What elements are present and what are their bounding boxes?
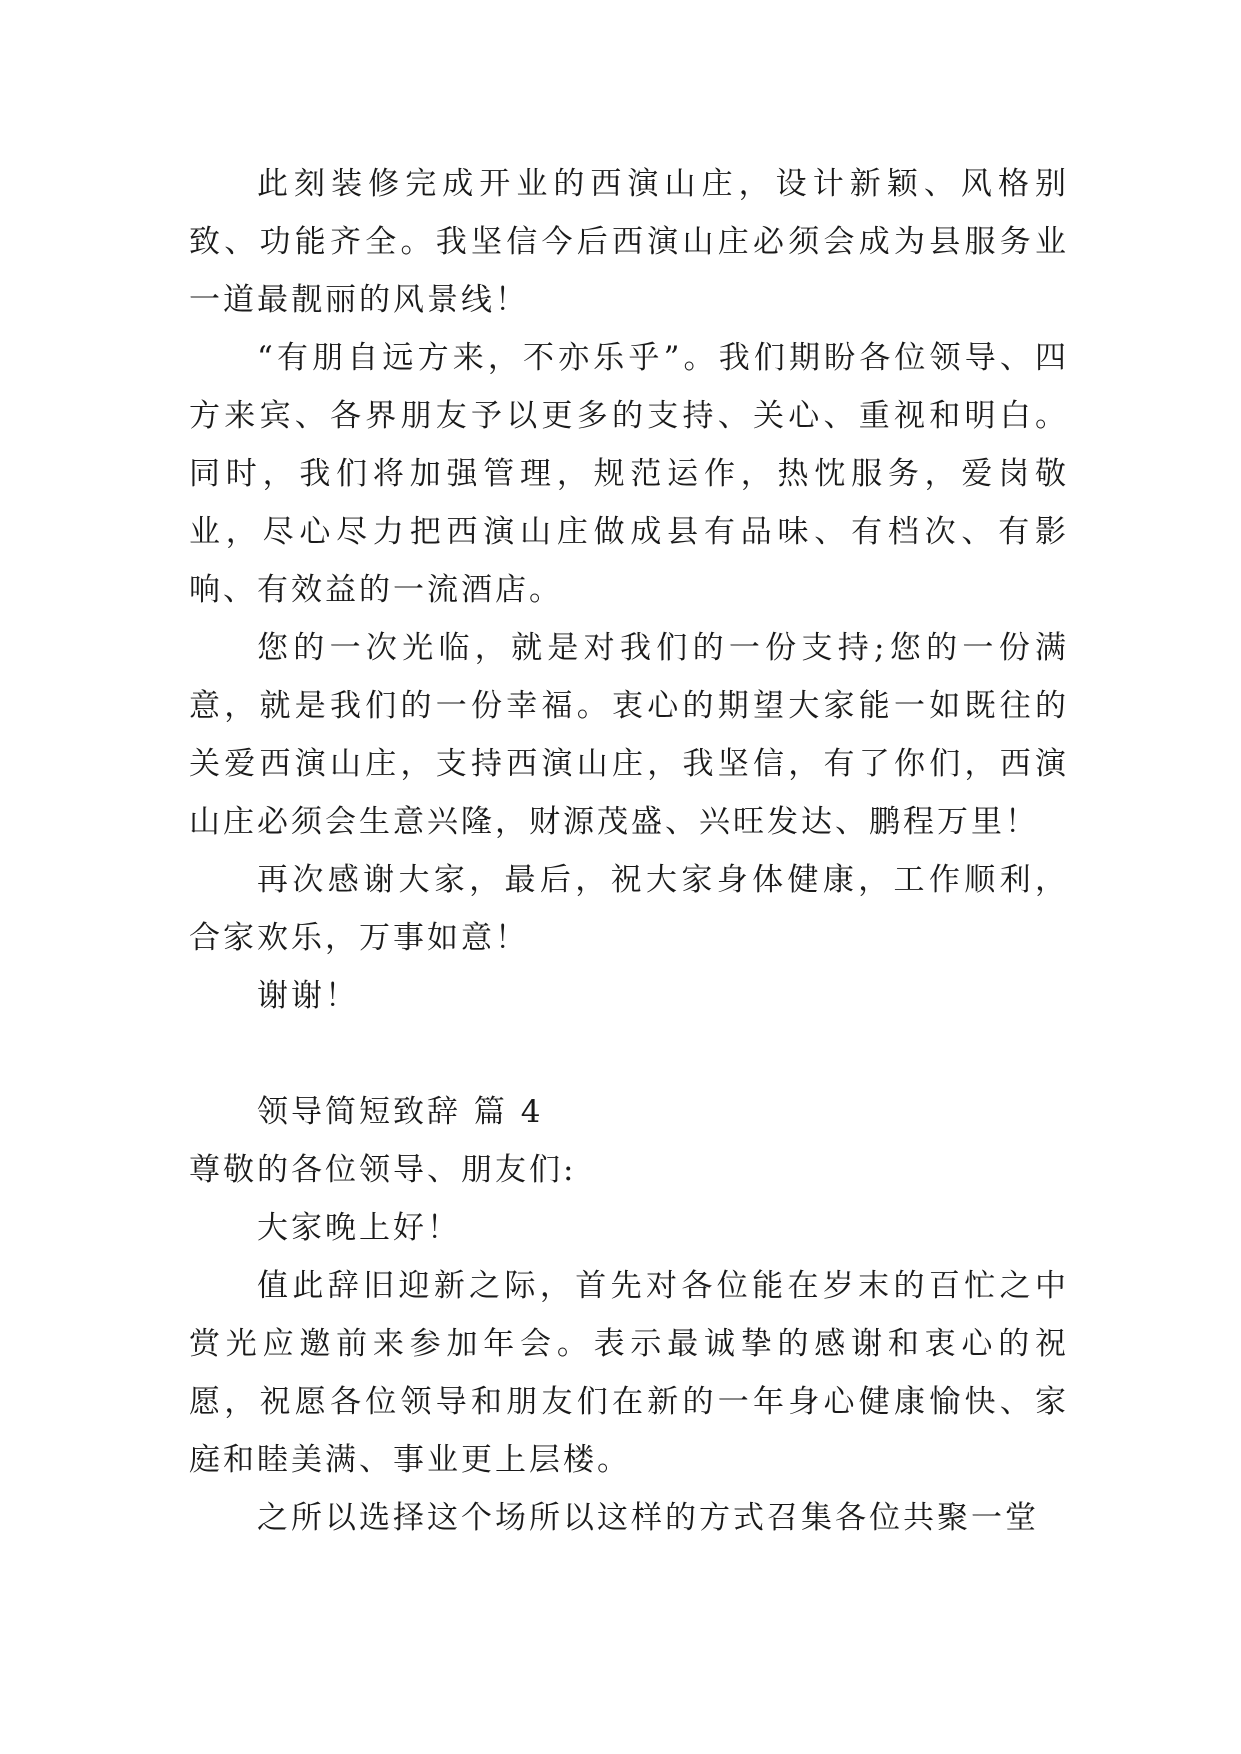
section-gap (189, 1025, 1069, 1083)
paragraph: 此刻装修完成开业的西演山庄，设计新颖、风格别致、功能齐全。我坚信今后西演山庄必须会成为县服务业一道最靓丽的风景线！ (189, 166, 1069, 318)
paragraph: 再次感谢大家，最后，祝大家身体健康，工作顺利，合家欢乐，万事如意！ (189, 862, 1069, 956)
paragraph: 大家晚上好！ (257, 1210, 461, 1246)
paragraph: 您的一次光临，就是对我们的一份支持;您的一份满意，就是我们的一份幸福。衷心的期望大家能一如既往的关爱西演山庄，支持西演山庄，我坚信，有了你们，西演山庄必须会生意兴隆，财源茂盛、兴旺发达、鹏程万里！ (189, 630, 1069, 840)
paragraph: 值此辞旧迎新之际，首先对各位能在岁末的百忙之中赏光应邀前来参加年会。表示最诚挚的感谢和衷心的祝愿，祝愿各位领导和朋友们在新的一年身心健康愉快、家庭和睦美满、事业更上层楼。 (189, 1268, 1069, 1478)
paragraph: 之所以选择这个场所以这样的方式召集各位共聚一堂 (257, 1500, 1039, 1536)
paragraph: 谢谢！ (257, 978, 359, 1014)
document-body (189, 155, 1069, 1547)
paragraph: “有朋自远方来，不亦乐乎”。我们期盼各位领导、四方来宾、各界朋友予以更多的支持、关心、重视和明白。同时，我们将加强管理，规范运作，热忱服务，爱岗敬业，尽心尽力把西演山庄做成县有品味、有档次、有影响、有效益的一流酒店。 (189, 340, 1069, 608)
section-title: 领导简短致辞 篇 4 (257, 1094, 544, 1130)
salutation: 尊敬的各位领导、朋友们: (189, 1152, 577, 1188)
